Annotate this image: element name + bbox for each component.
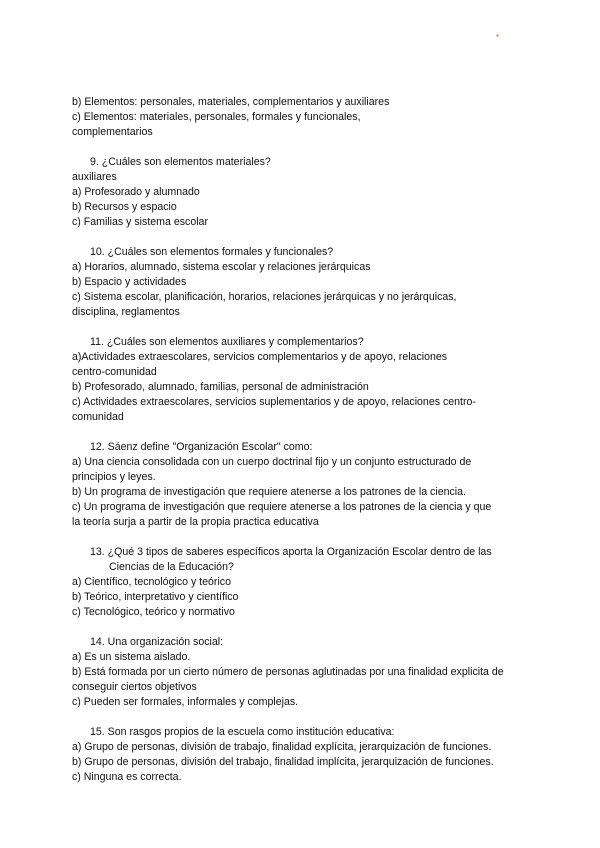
question-10-option-c-continued: disciplina, reglamentos <box>72 306 180 318</box>
document-content <box>72 95 532 785</box>
question-13-option-a: a) Científico, tecnológico y teórico <box>72 576 231 588</box>
question-13-option-c: c) Tecnológico, teórico y normativo <box>72 606 235 618</box>
question-11-text: 11. ¿Cuáles son elementos auxiliares y complementarios? <box>90 336 364 348</box>
intro-option-b: b) Elementos: personales, materiales, complementarios y auxiliares <box>72 96 390 108</box>
question-15-option-c: c) Ninguna es correcta. <box>72 771 182 783</box>
question-15-option-b: b) Grupo de personas, división del trabajo, finalidad implícita, jerarquización de funciones. <box>72 756 494 768</box>
question-10-text: 10. ¿Cuáles son elementos formales y funcionales? <box>90 246 334 258</box>
question-12-option-c-continued: la teoría surja a partir de la propia practica educativa <box>72 516 319 528</box>
intro-option-c-continued: complementarios <box>72 126 153 138</box>
question-12-option-a-continued: principios y leyes. <box>72 471 156 483</box>
question-11-option-c-continued: comunidad <box>72 411 124 423</box>
question-9 <box>72 155 532 230</box>
corner-mark: * <box>496 33 500 42</box>
question-9-extra: auxiliares <box>72 171 117 183</box>
question-10-option-b: b) Espacio y actividades <box>72 276 187 288</box>
question-12-text: 12. Sáenz define "Organización Escolar" como: <box>90 441 313 453</box>
question-13-text-continued: Ciencias de la Educación? <box>109 561 234 573</box>
question-15 <box>72 725 532 785</box>
question-12-option-a: a) Una ciencia consolidada con un cuerpo doctrinal fijo y un conjunto estructurado de <box>72 456 472 468</box>
question-10-option-a: a) Horarios, alumnado, sistema escolar y relaciones jerárquicas <box>72 261 371 273</box>
question-14-option-b: b) Está formada por un cierto número de personas aglutinadas por una finalidad explicita de <box>72 666 504 678</box>
question-14-option-b-continued: conseguir ciertos objetivos <box>72 681 197 693</box>
question-11 <box>72 335 532 425</box>
question-13 <box>72 545 532 620</box>
question-14 <box>72 635 532 710</box>
intro-option-c: c) Elementos: materiales, personales, formales y funcionales, <box>72 111 361 123</box>
question-11-option-a-continued: centro-comunidad <box>72 366 157 378</box>
intro-options <box>72 95 532 140</box>
question-10 <box>72 245 532 320</box>
question-9-text: 9. ¿Cuáles son elementos materiales? <box>90 156 271 168</box>
question-12-option-c: c) Un programa de investigación que requiere atenerse a los patrones de la ciencia y que <box>72 501 492 513</box>
question-11-option-a: a)Actividades extraescolares, servicios complementarios y de apoyo, relaciones <box>72 351 448 363</box>
question-9-option-b: b) Recursos y espacio <box>72 201 177 213</box>
question-14-option-c: c) Pueden ser formales, informales y complejas. <box>72 696 299 708</box>
question-9-option-a: a) Profesorado y alumnado <box>72 186 200 198</box>
question-13-text: 13. ¿Qué 3 tipos de saberes específicos aporta la Organización Escolar dentro de las <box>90 546 492 558</box>
question-11-option-c: c) Actividades extraescolares, servicios suplementarios y de apoyo, relaciones centro- <box>72 396 476 408</box>
question-12 <box>72 440 532 530</box>
question-12-option-b: b) Un programa de investigación que requiere atenerse a los patrones de la ciencia. <box>72 486 466 498</box>
question-10-option-c: c) Sistema escolar, planificación, horarios, relaciones jerárquicas y no jerárquicas, <box>72 291 457 303</box>
question-13-option-b: b) Teórico, interpretativo y científico <box>72 591 239 603</box>
question-15-text: 15. Son rasgos propios de la escuela como institución educativa: <box>90 726 395 738</box>
question-15-option-a: a) Grupo de personas, división de trabajo, finalidad explícita, jerarquización de funciones. <box>72 741 492 753</box>
question-14-option-a: a) Es un sistema aislado. <box>72 651 191 663</box>
question-11-option-b: b) Profesorado, alumnado, familias, personal de administración <box>72 381 369 393</box>
question-9-option-c: c) Familias y sistema escolar <box>72 216 208 228</box>
question-14-text: 14. Una organización social: <box>90 636 224 648</box>
